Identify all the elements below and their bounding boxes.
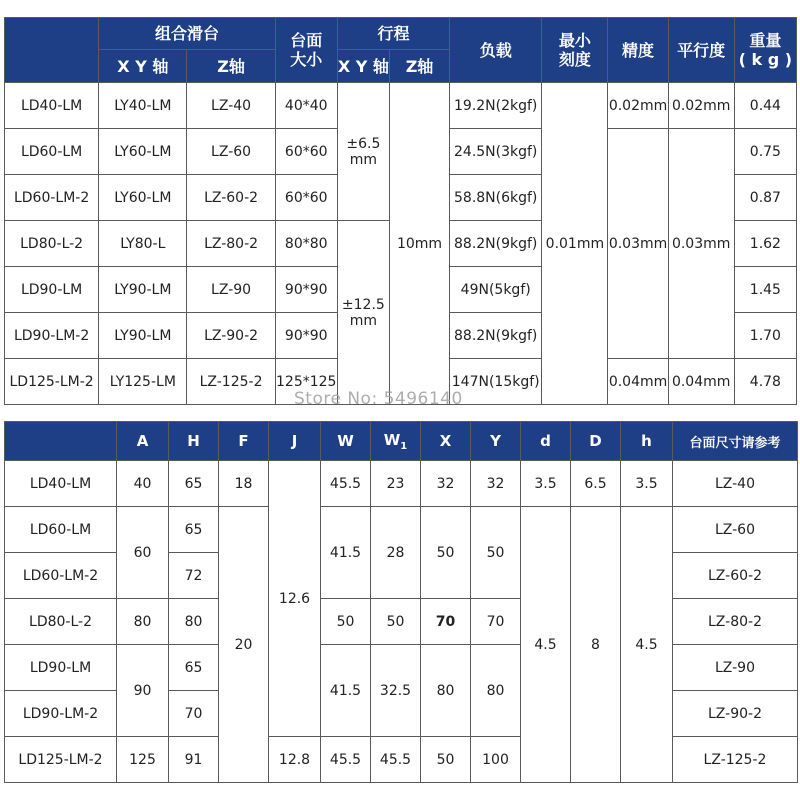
table-row — [5, 461, 798, 507]
J-cell: 12.6 — [269, 461, 321, 737]
model-cell: LD90-LM-2 — [5, 691, 117, 737]
spec-table — [4, 17, 797, 405]
weight-cell: 1.70 — [734, 313, 796, 359]
H-cell: 80 — [169, 599, 219, 645]
weight-cell: 0.44 — [734, 83, 796, 129]
J-cell: 12.8 — [269, 737, 321, 783]
model-cell: LD125-LM-2 — [5, 359, 99, 405]
W1-cell: 45.5 — [371, 737, 421, 783]
model-cell: LD60-LM — [5, 507, 117, 553]
X-cell: 50 — [421, 507, 471, 599]
header-precision: 精度 — [608, 18, 668, 83]
corner-header — [5, 422, 117, 461]
header-travel-z: Z轴 — [389, 50, 449, 83]
precision-cell: 0.03mm — [608, 129, 668, 359]
min-scale-cell: 0.01mm — [542, 83, 608, 405]
load-cell: 58.8N(6kgf) — [450, 175, 542, 221]
model-cell: LD90-LM — [5, 267, 99, 313]
X-cell: 80 — [421, 645, 471, 737]
weight-cell: 1.62 — [734, 221, 796, 267]
Y-cell: 70 — [471, 599, 521, 645]
header-h: h — [621, 422, 673, 461]
z-axis-cell: LZ-80-2 — [187, 221, 275, 267]
table-size-cell: 90*90 — [275, 313, 337, 359]
load-cell: 19.2N(2kgf) — [450, 83, 542, 129]
load-cell: 88.2N(9kgf) — [450, 313, 542, 359]
load-cell: 147N(15kgf) — [450, 359, 542, 405]
Y-cell: 100 — [471, 737, 521, 783]
table-size-cell: 40*40 — [275, 83, 337, 129]
header-combo-xy: X Y 轴 — [99, 50, 187, 83]
W-cell: 45.5 — [321, 461, 371, 507]
F-cell: 20 — [219, 507, 269, 783]
z-axis-cell: LZ-60 — [187, 129, 275, 175]
ref-cell: LZ-60-2 — [673, 553, 798, 599]
ref-cell: LZ-90-2 — [673, 691, 798, 737]
weight-cell: 0.75 — [734, 129, 796, 175]
model-cell: LD40-LM — [5, 83, 99, 129]
model-cell: LD60-LM-2 — [5, 175, 99, 221]
h-cell: 4.5 — [621, 507, 673, 783]
W-cell: 41.5 — [321, 645, 371, 737]
travel-z-cell: 10mm — [389, 83, 449, 405]
header-weight: 重量 ( k g ) — [734, 18, 796, 83]
table-row — [5, 599, 798, 645]
X-cell: 32 — [421, 461, 471, 507]
W-cell: 45.5 — [321, 737, 371, 783]
table-row — [5, 507, 798, 553]
z-axis-cell: LZ-125-2 — [187, 359, 275, 405]
H-cell: 65 — [169, 507, 219, 553]
load-cell: 88.2N(9kgf) — [450, 221, 542, 267]
header-F: F — [219, 422, 269, 461]
table-row — [5, 645, 798, 691]
travel-xy-cell: ±12.5 mm — [337, 221, 389, 405]
table-size-cell: 60*60 — [275, 175, 337, 221]
X-cell: 70 — [421, 599, 471, 645]
ref-cell: LZ-60 — [673, 507, 798, 553]
W1-cell: 28 — [371, 507, 421, 599]
dimension-table — [4, 421, 798, 783]
header-load: 负载 — [450, 18, 542, 83]
A-cell: 90 — [117, 645, 169, 737]
header-D: D — [571, 422, 621, 461]
header-A: A — [117, 422, 169, 461]
parallelism-cell: 0.04mm — [668, 359, 734, 405]
model-cell: LD80-L-2 — [5, 599, 117, 645]
xy-axis-cell: LY125-LM — [99, 359, 187, 405]
table-size-cell: 90*90 — [275, 267, 337, 313]
d-cell: 4.5 — [521, 507, 571, 783]
header-parallelism: 平行度 — [668, 18, 734, 83]
model-cell: LD80-L-2 — [5, 221, 99, 267]
W-cell: 41.5 — [321, 507, 371, 599]
xy-axis-cell: LY40-LM — [99, 83, 187, 129]
D-cell: 6.5 — [571, 461, 621, 507]
travel-xy-cell: ±6.5 mm — [337, 83, 389, 221]
A-cell: 125 — [117, 737, 169, 783]
xy-axis-cell: LY90-LM — [99, 313, 187, 359]
A-cell: 60 — [117, 507, 169, 599]
table-row — [5, 83, 797, 129]
table-size-cell: 60*60 — [275, 129, 337, 175]
model-cell: LD60-LM — [5, 129, 99, 175]
A-cell: 40 — [117, 461, 169, 507]
ref-cell: LZ-80-2 — [673, 599, 798, 645]
D-cell: 8 — [571, 507, 621, 783]
precision-cell: 0.02mm — [608, 83, 668, 129]
z-axis-cell: LZ-90-2 — [187, 313, 275, 359]
header-J: J — [269, 422, 321, 461]
W1-cell: 23 — [371, 461, 421, 507]
H-cell: 65 — [169, 461, 219, 507]
load-cell: 24.5N(3kgf) — [450, 129, 542, 175]
header-table-size: 台面 大小 — [275, 18, 337, 83]
W1-cell: 32.5 — [371, 645, 421, 737]
Y-cell: 50 — [471, 507, 521, 599]
header-travel-xy: X Y 轴 — [337, 50, 389, 83]
z-axis-cell: LZ-40 — [187, 83, 275, 129]
d-cell: 3.5 — [521, 461, 571, 507]
ref-cell: LZ-125-2 — [673, 737, 798, 783]
table-row — [5, 737, 798, 783]
weight-cell: 4.78 — [734, 359, 796, 405]
F-cell: 18 — [219, 461, 269, 507]
header-d: d — [521, 422, 571, 461]
xy-axis-cell: LY90-LM — [99, 267, 187, 313]
header-min-scale: 最小 刻度 — [542, 18, 608, 83]
header-combo: 组合滑台 — [99, 18, 275, 50]
header-Y: Y — [471, 422, 521, 461]
header-H: H — [169, 422, 219, 461]
model-cell: LD90-LM-2 — [5, 313, 99, 359]
ref-cell: LZ-90 — [673, 645, 798, 691]
store-watermark: Store No: 5496140 — [294, 389, 463, 409]
weight-cell: 0.87 — [734, 175, 796, 221]
xy-axis-cell: LY60-LM — [99, 175, 187, 221]
h-cell: 3.5 — [621, 461, 673, 507]
model-cell: LD90-LM — [5, 645, 117, 691]
header-combo-z: Z轴 — [187, 50, 275, 83]
model-cell: LD60-LM-2 — [5, 553, 117, 599]
weight-cell: 1.45 — [734, 267, 796, 313]
header-travel: 行程 — [337, 18, 449, 50]
ref-cell: LZ-40 — [673, 461, 798, 507]
header-X: X — [421, 422, 471, 461]
H-cell: 91 — [169, 737, 219, 783]
precision-cell: 0.04mm — [608, 359, 668, 405]
corner-header — [5, 18, 99, 83]
z-axis-cell: LZ-90 — [187, 267, 275, 313]
header-ref: 台面尺寸请参考 — [673, 422, 798, 461]
table-size-cell: 125*125 — [275, 359, 337, 405]
A-cell: 80 — [117, 599, 169, 645]
table-size-cell: 80*80 — [275, 221, 337, 267]
header-W1: $W_1$ — [371, 422, 421, 461]
parallelism-cell: 0.03mm — [668, 129, 734, 359]
model-cell: LD125-LM-2 — [5, 737, 117, 783]
z-axis-cell: LZ-60-2 — [187, 175, 275, 221]
W-cell: 50 — [321, 599, 371, 645]
load-cell: 49N(5kgf) — [450, 267, 542, 313]
H-cell: 65 — [169, 645, 219, 691]
Y-cell: 32 — [471, 461, 521, 507]
header-W: W — [321, 422, 371, 461]
xy-axis-cell: LY80-L — [99, 221, 187, 267]
H-cell: 72 — [169, 553, 219, 599]
X-cell: 50 — [421, 737, 471, 783]
parallelism-cell: 0.02mm — [668, 83, 734, 129]
Y-cell: 80 — [471, 645, 521, 737]
W1-cell: 50 — [371, 599, 421, 645]
H-cell: 70 — [169, 691, 219, 737]
xy-axis-cell: LY60-LM — [99, 129, 187, 175]
model-cell: LD40-LM — [5, 461, 117, 507]
